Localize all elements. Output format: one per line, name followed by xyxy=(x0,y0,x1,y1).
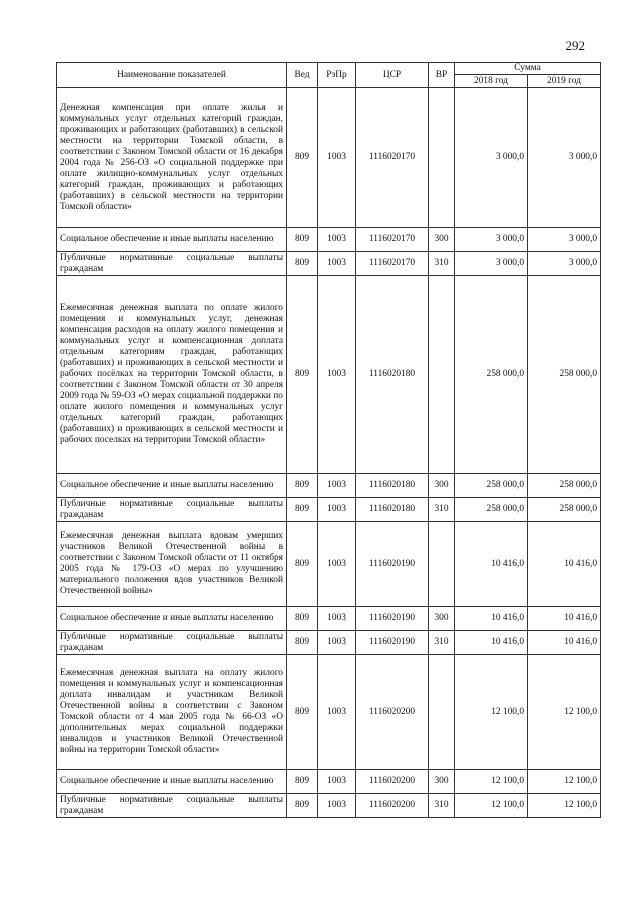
row-sum-2019: 10 416,0 xyxy=(528,631,601,655)
row-sum-2018: 12 100,0 xyxy=(455,794,528,818)
table-row xyxy=(57,252,601,276)
row-ved: 809 xyxy=(287,607,318,631)
row-rzpr: 1003 xyxy=(318,607,356,631)
row-sum-2018: 12 100,0 xyxy=(455,655,528,770)
row-rzpr: 1003 xyxy=(318,522,356,607)
row-rzpr: 1003 xyxy=(318,252,356,276)
row-csr: 1116020180 xyxy=(356,498,429,522)
row-name: Ежемесячная денежная выплата на оплату жилого помещения и коммунальных услуг и компенсационная доплата инвалидам и участникам Великой Отечественной войны в соответствии с Законом Томской области от 4 мая 2005 года № 66-ОЗ «О дополнительных мерах социальной поддержки инвалидов и участников Великой Отечественной войны на территории Томской области» xyxy=(57,655,287,770)
row-rzpr: 1003 xyxy=(318,88,356,228)
row-sum-2018: 258 000,0 xyxy=(455,498,528,522)
row-vr: 310 xyxy=(429,252,455,276)
row-ved: 809 xyxy=(287,474,318,498)
row-rzpr: 1003 xyxy=(318,228,356,252)
row-name: Ежемесячная денежная выплата вдовам умерших участников Великой Отечественной войны в соответствии с Законом Томской области от 11 октября 2005 года № 179-ОЗ «О мерах по улучшению материального положения вдов участников Великой Отечественной войны» xyxy=(57,522,287,607)
row-name: Социальное обеспечение и иные выплаты населению xyxy=(57,474,287,498)
row-csr: 1116020200 xyxy=(356,794,429,818)
row-csr: 1116020200 xyxy=(356,655,429,770)
row-name: Публичные нормативные социальные выплаты гражданам xyxy=(57,498,287,522)
row-rzpr: 1003 xyxy=(318,276,356,474)
row-vr xyxy=(429,276,455,474)
table-row xyxy=(57,770,601,794)
row-vr: 310 xyxy=(429,631,455,655)
table-row xyxy=(57,88,601,228)
row-csr: 1116020190 xyxy=(356,522,429,607)
row-vr: 300 xyxy=(429,228,455,252)
row-sum-2018: 10 416,0 xyxy=(455,522,528,607)
header-2019: 2019 год xyxy=(528,75,601,88)
row-csr: 1116020170 xyxy=(356,88,429,228)
row-sum-2019: 258 000,0 xyxy=(528,498,601,522)
row-ved: 809 xyxy=(287,770,318,794)
row-ved: 809 xyxy=(287,498,318,522)
table-row xyxy=(57,474,601,498)
row-sum-2019: 12 100,0 xyxy=(528,770,601,794)
row-csr: 1116020180 xyxy=(356,276,429,474)
row-ved: 809 xyxy=(287,88,318,228)
header-ved: Вед xyxy=(287,63,318,88)
row-sum-2018: 258 000,0 xyxy=(455,474,528,498)
row-sum-2018: 3 000,0 xyxy=(455,228,528,252)
row-sum-2018: 3 000,0 xyxy=(455,88,528,228)
row-vr: 310 xyxy=(429,498,455,522)
row-name: Денежная компенсация при оплате жилья и коммунальных услуг отдельных категорий граждан, проживающих и работающих (работавших) в сельской местности на территории Томской области, в соответствии с Законом Томской области от 16 декабря 2004 года № 256-ОЗ «О социальной поддержке при оплате жилищно-коммунальных услуг отдельных категорий граждан, проживающих и работающих (работавших) в сельской местности на территории Томской области» xyxy=(57,88,287,228)
row-sum-2018: 12 100,0 xyxy=(455,770,528,794)
row-rzpr: 1003 xyxy=(318,655,356,770)
row-ved: 809 xyxy=(287,522,318,607)
row-vr: 300 xyxy=(429,474,455,498)
table-row xyxy=(57,498,601,522)
table-row xyxy=(57,522,601,607)
row-csr: 1116020190 xyxy=(356,631,429,655)
page-number: 292 xyxy=(565,38,585,53)
row-csr: 1116020170 xyxy=(356,228,429,252)
row-vr xyxy=(429,522,455,607)
row-sum-2018: 10 416,0 xyxy=(455,631,528,655)
row-sum-2019: 3 000,0 xyxy=(528,228,601,252)
header-2018: 2018 год xyxy=(455,75,528,88)
row-sum-2018: 3 000,0 xyxy=(455,252,528,276)
table-row xyxy=(57,631,601,655)
row-name: Ежемесячная денежная выплата по оплате жилого помещения и коммунальных услуг, денежная компенсация расходов на оплату жилого помещения и коммунальных услуг и компенсационная доплата отдельным категориям граждан, работающих (работавших) и проживающих в сельской местности и рабочих посёлках на территории Томской области, в соответствии с Законом Томской области от 30 апреля 2009 года № 59-ОЗ «О мерах социальной поддержки по оплате жилого помещения и коммунальных услуг отдельных категорий граждан, работающих (работавших) и проживающих в сельской местности и рабочих поселках на территории Томской области» xyxy=(57,276,287,474)
table-row xyxy=(57,228,601,252)
row-name: Социальное обеспечение и иные выплаты населению xyxy=(57,228,287,252)
row-csr: 1116020200 xyxy=(356,770,429,794)
header-sum: Сумма xyxy=(455,63,601,75)
row-name: Публичные нормативные социальные выплаты гражданам xyxy=(57,794,287,818)
header-vr: ВР xyxy=(429,63,455,88)
row-vr: 300 xyxy=(429,607,455,631)
row-rzpr: 1003 xyxy=(318,498,356,522)
row-sum-2019: 10 416,0 xyxy=(528,607,601,631)
table-row xyxy=(57,607,601,631)
row-sum-2019: 258 000,0 xyxy=(528,474,601,498)
row-sum-2019: 3 000,0 xyxy=(528,88,601,228)
row-rzpr: 1003 xyxy=(318,474,356,498)
budget-table xyxy=(56,62,601,818)
row-ved: 809 xyxy=(287,794,318,818)
header-rzpr: РзПр xyxy=(318,63,356,88)
table-row xyxy=(57,655,601,770)
row-ved: 809 xyxy=(287,228,318,252)
row-vr xyxy=(429,88,455,228)
row-rzpr: 1003 xyxy=(318,794,356,818)
row-vr: 300 xyxy=(429,770,455,794)
row-vr: 310 xyxy=(429,794,455,818)
row-rzpr: 1003 xyxy=(318,770,356,794)
row-ved: 809 xyxy=(287,252,318,276)
row-sum-2019: 258 000,0 xyxy=(528,276,601,474)
header-csr: ЦСР xyxy=(356,63,429,88)
row-sum-2018: 10 416,0 xyxy=(455,607,528,631)
row-ved: 809 xyxy=(287,631,318,655)
row-name: Социальное обеспечение и иные выплаты населению xyxy=(57,770,287,794)
row-csr: 1116020170 xyxy=(356,252,429,276)
row-name: Публичные нормативные социальные выплаты гражданам xyxy=(57,252,287,276)
row-rzpr: 1003 xyxy=(318,631,356,655)
row-name: Социальное обеспечение и иные выплаты населению xyxy=(57,607,287,631)
row-name: Публичные нормативные социальные выплаты гражданам xyxy=(57,631,287,655)
table-row xyxy=(57,276,601,474)
row-sum-2018: 258 000,0 xyxy=(455,276,528,474)
row-sum-2019: 3 000,0 xyxy=(528,252,601,276)
row-ved: 809 xyxy=(287,276,318,474)
row-vr xyxy=(429,655,455,770)
row-csr: 1116020190 xyxy=(356,607,429,631)
row-sum-2019: 12 100,0 xyxy=(528,655,601,770)
row-ved: 809 xyxy=(287,655,318,770)
row-sum-2019: 12 100,0 xyxy=(528,794,601,818)
row-sum-2019: 10 416,0 xyxy=(528,522,601,607)
table-row xyxy=(57,794,601,818)
row-csr: 1116020180 xyxy=(356,474,429,498)
header-name: Наименование показателей xyxy=(57,63,287,88)
